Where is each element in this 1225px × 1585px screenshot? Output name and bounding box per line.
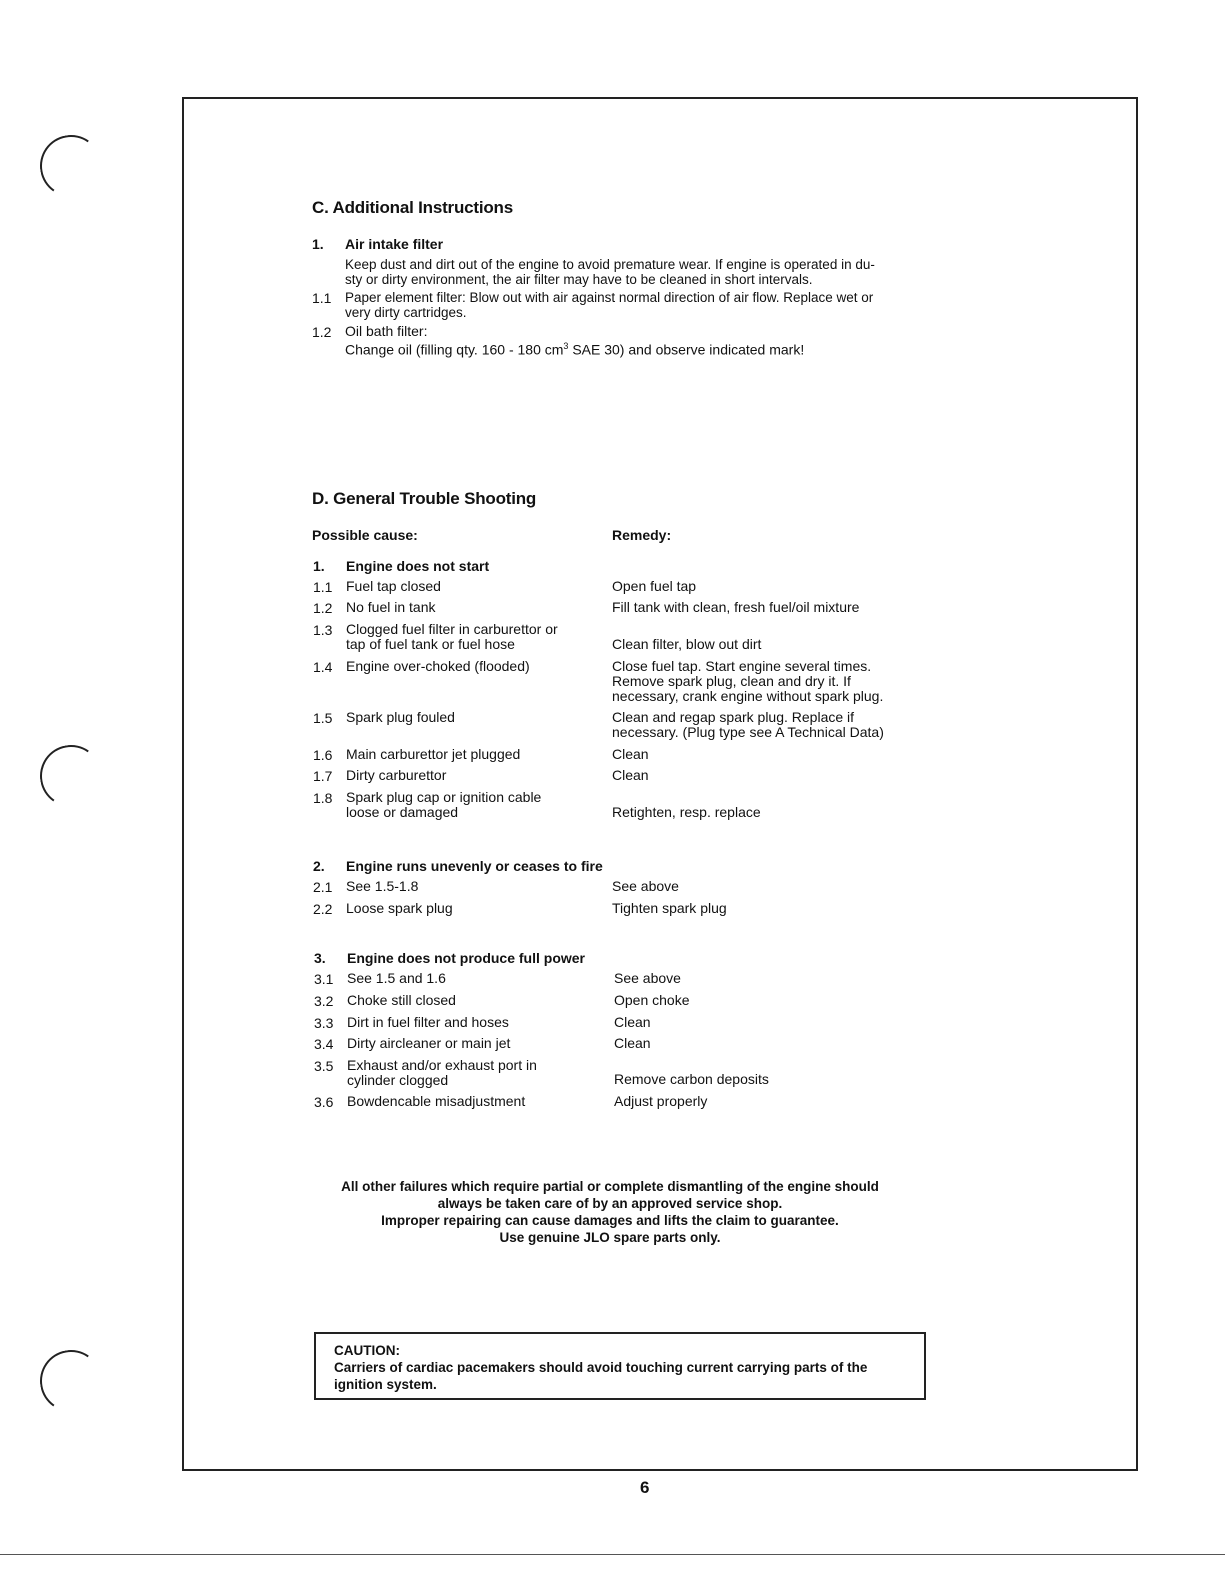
row-number: 3.2 bbox=[314, 993, 334, 1009]
row-number: 2.1 bbox=[313, 879, 333, 895]
row-number: 3.1 bbox=[314, 971, 334, 987]
cause-text: Dirty aircleaner or main jet bbox=[347, 1035, 511, 1051]
caution-text: Carriers of cardiac pacemakers should avoid touching current carrying parts of the ignition system. bbox=[334, 1360, 868, 1392]
remedy-text: Retighten, resp. replace bbox=[612, 804, 761, 820]
cause-text: Dirt in fuel filter and hoses bbox=[347, 1014, 509, 1030]
row-number: 3.6 bbox=[314, 1094, 334, 1110]
cause-text: Bowdencable misadjustment bbox=[347, 1093, 526, 1109]
remedy-text: Remove carbon deposits bbox=[614, 1071, 769, 1087]
item-number: 1. bbox=[312, 236, 324, 252]
cause-text: No fuel in tank bbox=[346, 599, 436, 615]
row-number: 3.5 bbox=[314, 1058, 334, 1074]
cause-text: Engine over-choked (flooded) bbox=[346, 658, 530, 674]
oil-text-part2: SAE 30) and observe indicated mark! bbox=[568, 341, 805, 358]
cubic-superscript: 3 bbox=[563, 341, 569, 351]
group-number: 1. bbox=[313, 558, 325, 574]
binder-hole-top bbox=[35, 130, 107, 202]
binder-hole-middle bbox=[35, 740, 107, 812]
cause-text: Loose spark plug bbox=[346, 900, 453, 916]
remedy-text: See above bbox=[614, 970, 681, 986]
scan-edge-line bbox=[0, 1554, 1225, 1555]
cause-text: Choke still closed bbox=[347, 992, 456, 1008]
group-number: 3. bbox=[314, 950, 326, 966]
notice-line: always be taken care of by an approved service shop. bbox=[437, 1196, 783, 1211]
caution-title: CAUTION: bbox=[334, 1343, 400, 1358]
remedy-text: Clean bbox=[612, 767, 649, 783]
air-intake-filter-text: Keep dust and dirt out of the engine to avoid premature wear. If engine is operated in du- sty or dirty environment, the air filter may have to be cleaned in short intervals. bbox=[345, 257, 875, 287]
row-number: 1.8 bbox=[313, 790, 333, 806]
group-number: 2. bbox=[313, 858, 325, 874]
caution-box bbox=[314, 1332, 926, 1400]
row-number: 1.4 bbox=[313, 659, 333, 675]
row-number: 1.6 bbox=[313, 747, 333, 763]
section-c-heading: C. Additional Instructions bbox=[312, 198, 513, 217]
paper-filter-text: Paper element filter: Blow out with air against normal direction of air flow. Replace wet or very dirty cartridges. bbox=[345, 290, 874, 320]
row-number: 1.3 bbox=[313, 622, 333, 638]
group-title: Engine does not start bbox=[346, 558, 490, 574]
cause-text: Spark plug cap or ignition cable loose or damaged bbox=[346, 789, 542, 820]
notice-line: All other failures which require partial or complete dismantling of the engine should bbox=[341, 1179, 879, 1194]
possible-cause-header: Possible cause: bbox=[312, 527, 418, 543]
cause-text: Dirty carburettor bbox=[346, 767, 447, 783]
remedy-text: Clean filter, blow out dirt bbox=[612, 636, 762, 652]
oil-text-part1: Change oil (filling qty. 160 - 180 cm bbox=[345, 341, 564, 358]
remedy-text: Close fuel tap. Start engine several times. Remove spark plug, clean and dry it. If necessary, crank engine without spark plug. bbox=[612, 658, 884, 704]
item-number: 1.1 bbox=[312, 290, 332, 306]
row-number: 3.4 bbox=[314, 1036, 334, 1052]
section-d-heading: D. General Trouble Shooting bbox=[312, 489, 537, 508]
oil-bath-filter-label: Oil bath filter: bbox=[345, 323, 428, 339]
remedy-text: Open choke bbox=[614, 992, 690, 1008]
cause-text: Clogged fuel filter in carburettor or tap of fuel tank or fuel hose bbox=[346, 621, 558, 652]
air-intake-filter-title: Air intake filter bbox=[345, 236, 444, 252]
remedy-text: Fill tank with clean, fresh fuel/oil mixture bbox=[612, 599, 860, 615]
remedy-text: Adjust properly bbox=[614, 1093, 708, 1109]
binder-hole-bottom bbox=[35, 1345, 107, 1417]
group-title: Engine does not produce full power bbox=[347, 950, 586, 966]
cause-text: See 1.5 and 1.6 bbox=[347, 970, 446, 986]
row-number: 3.3 bbox=[314, 1015, 334, 1031]
item-number: 1.2 bbox=[312, 324, 332, 340]
remedy-header: Remedy: bbox=[612, 527, 672, 543]
group-title: Engine runs unevenly or ceases to fire bbox=[346, 858, 603, 874]
row-number: 2.2 bbox=[313, 901, 333, 917]
remedy-text: Clean bbox=[614, 1035, 651, 1051]
cause-text: See 1.5-1.8 bbox=[346, 878, 419, 894]
notice-line: Use genuine JLO spare parts only. bbox=[499, 1230, 721, 1245]
cause-text: Fuel tap closed bbox=[346, 578, 441, 594]
page-number: 6 bbox=[640, 1478, 650, 1497]
remedy-text: See above bbox=[612, 878, 679, 894]
row-number: 1.5 bbox=[313, 710, 333, 726]
remedy-text: Clean bbox=[612, 746, 649, 762]
cause-text: Exhaust and/or exhaust port in cylinder clogged bbox=[347, 1057, 537, 1088]
oil-bath-filter-text bbox=[345, 339, 804, 358]
cause-text: Spark plug fouled bbox=[346, 709, 455, 725]
row-number: 1.7 bbox=[313, 768, 333, 784]
remedy-text: Clean and regap spark plug. Replace if necessary. (Plug type see A Technical Data) bbox=[612, 709, 884, 740]
notice-line: Improper repairing can cause damages and lifts the claim to guarantee. bbox=[381, 1213, 839, 1228]
cause-text: Main carburettor jet plugged bbox=[346, 746, 521, 762]
row-number: 1.1 bbox=[313, 579, 333, 595]
remedy-text: Open fuel tap bbox=[612, 578, 697, 594]
row-number: 1.2 bbox=[313, 600, 333, 616]
remedy-text: Tighten spark plug bbox=[612, 900, 727, 916]
remedy-text: Clean bbox=[614, 1014, 651, 1030]
